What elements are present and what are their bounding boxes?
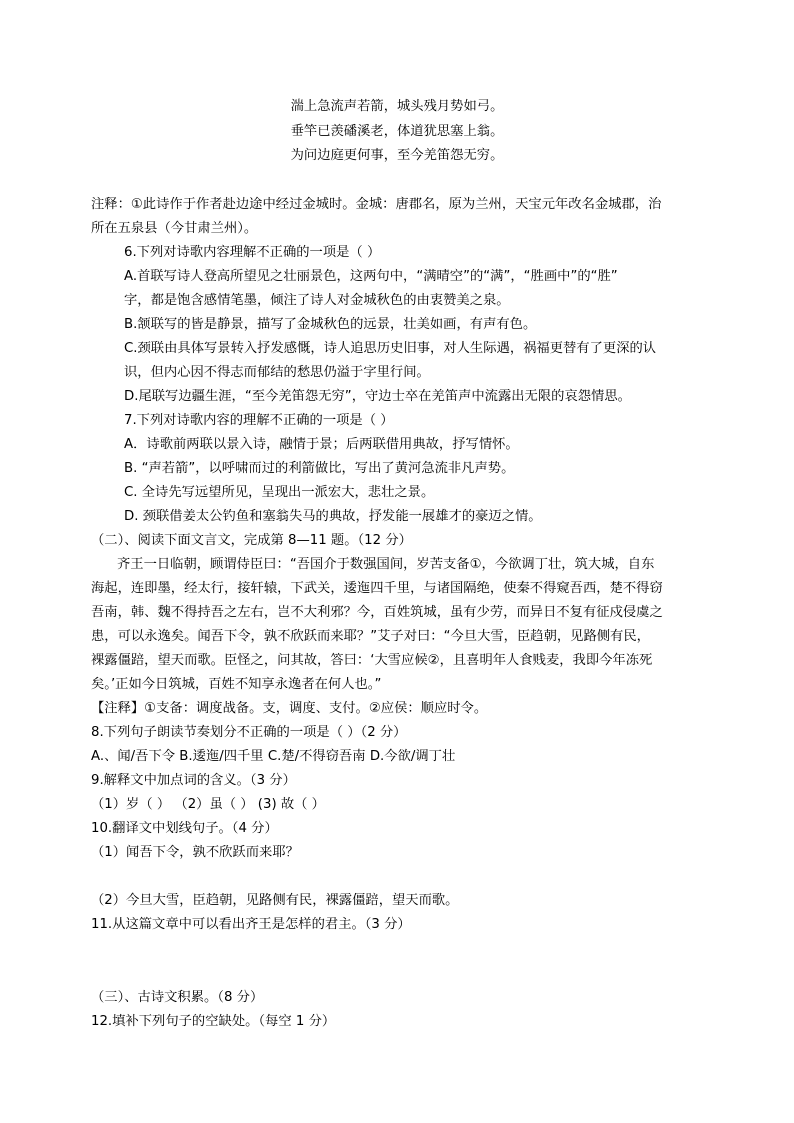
question-6-option-c-cont: 识，但内心因不得志而郁结的愁思仍溢于字里行间。 <box>124 365 430 380</box>
annotation: 【注释】①支备：调度战备。支，调度、支付。②应侯：顺应时令。 <box>91 701 488 716</box>
section-3-heading: （三）、古诗文积累。（8 分） <box>91 990 264 1005</box>
classical-text-line-1: 齐王一日临朝，顾谓侍臣曰：“吾国介于数强国间，岁苦支备①，今欲调丁壮，筑大城，自东 <box>117 557 655 572</box>
classical-text-line-2: 海起，连即墨，经太行，接轩辕，下武关，逶迤四千里，与诸国隔绝，使秦不得窥吾西，楚不得窃 <box>91 581 663 596</box>
note-line-1: 注释：①此诗作于作者赴边途中经过金城时。金城：唐郡名，原为兰州，天宝元年改名金城郡，治 <box>91 197 662 212</box>
note-line-2: 所在五泉县（今甘肃兰州）。 <box>91 221 258 236</box>
question-8-options: A.、闻/吾下令 B.逶迤/四千里 C.楚/不得窃吾南 D.今欲/调丁壮 <box>91 749 456 764</box>
question-7-option-b: B. “声若箭”，以呼啸而过的利箭做比，写出了黄河急流非凡声势。 <box>124 461 515 476</box>
question-7-option-d: D. 颈联借姜太公钓鱼和塞翁失马的典故，抒发能一展雄才的豪迈之情。 <box>124 509 542 524</box>
question-6-option-d: D.尾联写边疆生涯，“至今羌笛怨无穷”，守边士卒在羌笛声中流露出无限的哀怨情思。 <box>124 389 631 404</box>
classical-text-line-5: 裸露僵踣，望天而歌。臣怪之，问其故，答曰：‘大雪应候②，且喜明年人食贱麦，我即今年冻死 <box>91 653 653 668</box>
question-10-stem: 10.翻译文中划线句子。（4 分） <box>91 821 278 836</box>
question-6-stem: 6.下列对诗歌内容理解不正确的一项是（ ） <box>124 245 381 260</box>
question-11-stem: 11.从这篇文章中可以看出齐王是怎样的君主。（3 分） <box>91 917 411 932</box>
question-12-stem: 12.填补下列句子的空缺处。（每空 1 分） <box>91 1014 336 1029</box>
classical-text-line-3: 吾南，韩、魏不得持吾之左右，岂不大利邪？今，百姓筑城，虽有少劳，而异日不复有征戍侵虞之 <box>91 605 663 620</box>
poem-line-1: 湍上急流声若箭，城头残月势如弓。 <box>290 99 504 114</box>
classical-text-line-4: 患，可以永逸矣。闻吾下令，孰不欣跃而来耶？”艾子对曰：“今旦大雪，臣趋朝，见路侧有民， <box>91 629 650 644</box>
question-6-option-a-cont: 字，都是饱含感情笔墨，倾注了诗人对金城秋色的由衷赞美之泉。 <box>124 293 510 308</box>
question-6-option-a: A.首联写诗人登高所望见之壮丽景色，这两句中，“满晴空”的“满”，“胜画中”的“胜” <box>124 269 618 284</box>
question-10-sentence-1: （1）闻吾下令，孰不欣跃而来耶？ <box>91 845 299 860</box>
question-10-sentence-2: （2）今旦大雪，臣趋朝，见路侧有民，裸露僵踣，望天而歌。 <box>91 893 459 908</box>
question-7-stem: 7.下列对诗歌内容的理解不正确的一项是（ ） <box>124 413 394 428</box>
poem-line-2: 垂竿已羡磻溪老，体道犹思塞上翁。 <box>290 124 504 139</box>
poem-line-3: 为问边庭更何事，至今羌笛怨无穷。 <box>290 148 504 163</box>
question-6-option-b: B.颔联写的皆是静景，描写了金城秋色的远景，壮美如画，有声有色。 <box>124 317 537 332</box>
question-6-option-c: C.颈联由具体写景转入抒发感慨，诗人追思历史旧事，对人生际遇，祸福更替有了更深的认 <box>124 341 657 356</box>
question-7-option-a: A．诗歌前两联以景入诗，融情于景；后两联借用典故，抒写情怀。 <box>124 437 519 452</box>
section-2-heading: （二）、阅读下面文言文，完成第 8—11 题。（12 分） <box>91 533 412 548</box>
question-9-stem: 9.解释文中加点词的含义。（3 分） <box>91 773 296 788</box>
question-9-blanks: （1）岁（ ） （2）虽（ ） (3) 故（ ） <box>91 797 325 812</box>
question-7-option-c: C. 全诗先写远望所见，呈现出一派宏大，悲壮之景。 <box>124 485 435 500</box>
classical-text-line-6: 矣。’正如今日筑城，百姓不知享永逸者在何人也。” <box>91 677 382 692</box>
question-8-stem: 8.下列句子朗读节奏划分不正确的一项是（ ）（2 分） <box>91 725 407 740</box>
